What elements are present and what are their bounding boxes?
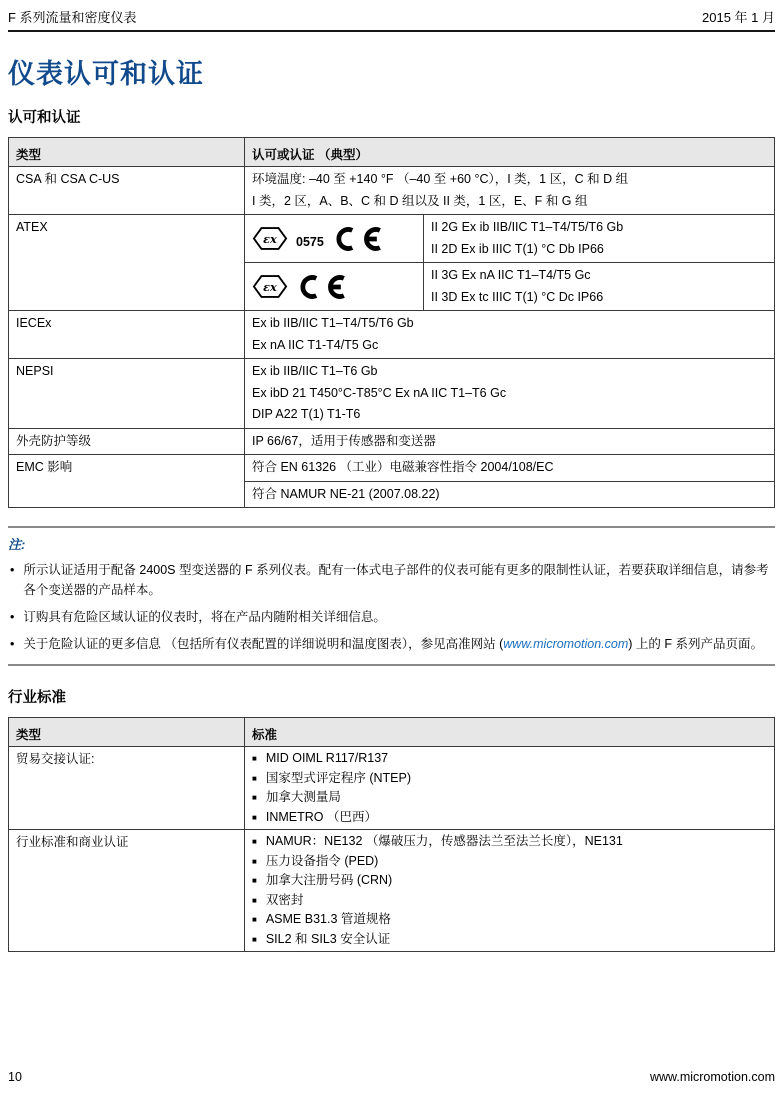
table-row-enclosure: [9, 428, 775, 455]
atex-ex-hexagon-icon: [252, 274, 288, 299]
approvals-table: [8, 137, 775, 508]
note-item-1: [8, 560, 775, 600]
table-row-atex-1: [9, 215, 775, 263]
iecex-type: IECEx: [16, 316, 52, 330]
list-item: [252, 788, 767, 808]
table-row-industry: [9, 830, 775, 952]
section-heading-approvals: 认可和认证: [8, 110, 81, 126]
custody-type: 贸易交接认证:: [16, 752, 95, 766]
round-bullet-icon: •: [10, 610, 15, 624]
column-header-approval: 认可或认证 （典型）: [245, 138, 775, 167]
table-row-nepsi: [9, 359, 775, 429]
table-row-iecex: [9, 311, 775, 359]
iecex-line-1: Ex ib IIB/IIC T1–T4/T5/T6 Gb: [252, 316, 414, 330]
atex-ex-hexagon-icon: [252, 226, 288, 251]
page-header: [8, 0, 775, 32]
list-item: [252, 930, 767, 950]
industry-item-5: ASME B31.3 管道规格: [265, 912, 391, 926]
nepsi-line-1: Ex ib IIB/IIC T1–T6 Gb: [252, 364, 378, 378]
notes-label: 注:: [8, 537, 26, 552]
table-row-csa: [9, 167, 775, 215]
column-header-type: 类型: [9, 718, 245, 747]
table-header-row: [9, 138, 775, 167]
section-heading-standards: 行业标准: [8, 690, 66, 706]
custody-item-2: 国家型式评定程序 (NTEP): [265, 770, 411, 785]
list-item: [252, 749, 767, 769]
document-date: 2015 年 1 月: [702, 10, 775, 25]
csa-type: CSA 和 CSA C-US: [16, 172, 120, 186]
square-bullet-icon: ■: [252, 876, 257, 885]
list-item: [252, 891, 767, 911]
table-row-emc-1: [9, 455, 775, 482]
emc-line-1: 符合 EN 61326 （工业）电磁兼容性指令 2004/108/EC: [252, 460, 554, 474]
iecex-line-2: Ex nA IIC T1-T4/T5 Gc: [252, 337, 379, 352]
note-text-2: 订购具有危险区域认证的仪表时，将在产品内随附相关详细信息。: [23, 610, 386, 624]
atex-type: ATEX: [16, 220, 48, 234]
page-title: 仪表认可和认证: [8, 59, 204, 89]
custody-item-3: 加拿大测量局: [265, 790, 341, 804]
nepsi-line-2: Ex ibD 21 T450°C-T85°C Ex nA IIC T1–T6 Gc: [252, 385, 507, 400]
standards-table: [8, 717, 775, 952]
column-header-type: 类型: [9, 138, 245, 167]
atex-code-4: II 3D Ex tc IIIC T(1) °C Dc IP66: [431, 289, 604, 304]
industry-item-6: SIL2 和 SIL3 安全认证: [265, 931, 391, 946]
page-number: 10: [8, 1070, 22, 1084]
footer-website: www.micromotion.com: [649, 1070, 775, 1084]
ce-marking-icon: [296, 274, 346, 300]
industry-item-4: 双密封: [265, 892, 304, 907]
enclosure-type: 外壳防护等级: [16, 433, 92, 448]
note-text-3-pre: 关于危险认证的更多信息 （包括所有仪表配置的详细说明和温度图表），参见高准网站 (: [23, 637, 504, 651]
note-text-1: 所示认证适用于配备 2400S 型变送器的 F 系列仪表。配有一体式电子部件的仪表可能有更多的限制性认证，若要获取详细信息，请参考各个变送器的产品样本。: [23, 563, 769, 597]
square-bullet-icon: ■: [252, 793, 257, 802]
ce-marking-icon: [332, 226, 382, 252]
square-bullet-icon: ■: [252, 895, 257, 905]
industry-item-1: NAMUR：NE132 （爆破压力，传感器法兰至法兰长度），NE131: [265, 834, 623, 848]
note-text-3: [23, 634, 775, 654]
industry-item-2: 压力设备指令 (PED): [265, 853, 379, 868]
nepsi-line-3: DIP A22 T(1) T1-T6: [252, 407, 361, 421]
square-bullet-icon: ■: [252, 837, 257, 846]
micromotion-website-link[interactable]: www.micromotion.com: [503, 637, 629, 651]
round-bullet-icon: •: [10, 563, 15, 577]
industry-type: 行业标准和商业认证: [16, 835, 129, 849]
custody-item-1: MID OIML R117/R137: [265, 751, 389, 765]
notified-body-number: 0575: [296, 234, 324, 249]
note-item-3: [8, 634, 775, 654]
svg-text:εx: εx: [263, 231, 277, 246]
square-bullet-icon: ■: [252, 934, 257, 944]
square-bullet-icon: ■: [252, 812, 257, 822]
round-bullet-icon: •: [10, 637, 15, 651]
notes-section: [8, 526, 775, 666]
csa-line-1: 环境温度: –40 至 +140 °F （–40 至 +60 °C），I 类，1 区，C 和 D 组: [252, 172, 629, 186]
emc-line-2: 符合 NAMUR NE-21 (2007.08.22): [252, 486, 440, 501]
note-item-2: [8, 607, 775, 627]
custody-item-4: INMETRO （巴西）: [265, 809, 377, 824]
atex-code-2: II 2D Ex ib IIIC T(1) °C Db IP66: [431, 241, 604, 256]
svg-text:εx: εx: [263, 279, 277, 294]
square-bullet-icon: ■: [252, 856, 257, 866]
square-bullet-icon: ■: [252, 773, 257, 783]
list-item: [252, 852, 767, 872]
page-footer: [8, 1070, 775, 1084]
list-item: [252, 808, 767, 828]
note-text-3-post: ) 上的 F 系列产品页面。: [628, 637, 764, 651]
emc-type: EMC 影响: [16, 460, 73, 474]
list-item: [252, 871, 767, 891]
square-bullet-icon: ■: [252, 754, 257, 763]
nepsi-type: NEPSI: [16, 364, 54, 378]
list-item: [252, 769, 767, 789]
csa-line-2: I 类，2 区，A、B、C 和 D 组以及 II 类，1 区，E、F 和 G 组: [252, 193, 588, 208]
industry-item-3: 加拿大注册号码 (CRN): [265, 873, 393, 887]
list-item: [252, 832, 767, 852]
atex-code-1: II 2G Ex ib IIB/IIC T1–T4/T5/T6 Gb: [431, 220, 624, 234]
column-header-standard: 标准: [245, 718, 775, 747]
enclosure-line-1: IP 66/67，适用于传感器和变送器: [252, 433, 436, 448]
document-title-header: F 系列流量和密度仪表: [8, 10, 137, 25]
square-bullet-icon: ■: [252, 915, 257, 924]
table-row-custody: [9, 747, 775, 830]
list-item: [252, 910, 767, 930]
table-header-row: [9, 718, 775, 747]
atex-code-3: II 3G Ex nA IIC T1–T4/T5 Gc: [431, 268, 591, 282]
